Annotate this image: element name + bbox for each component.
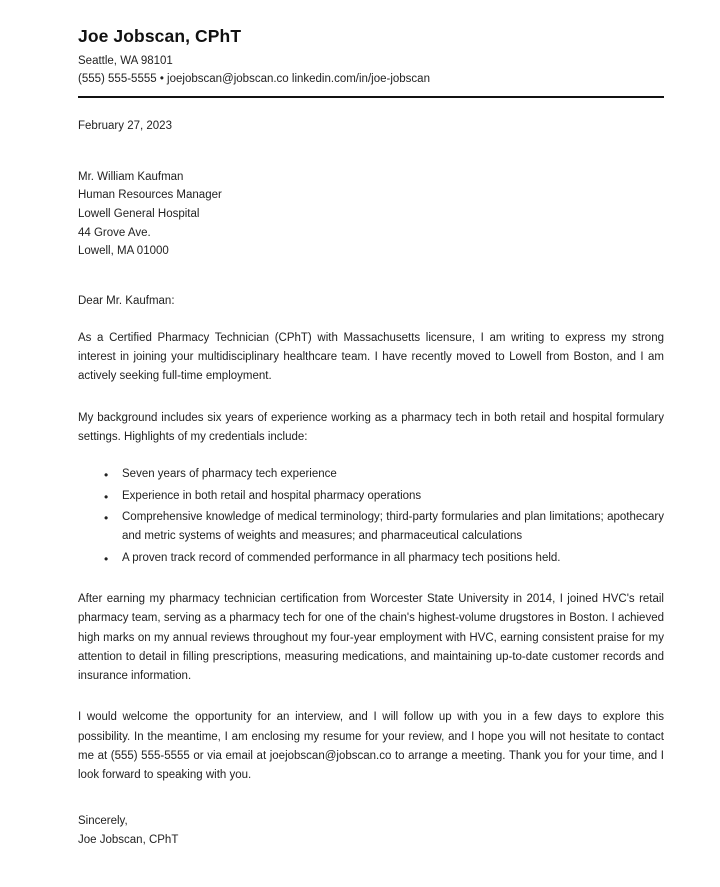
list-item: • Comprehensive knowledge of medical terminology; third-party formularies and plan limitations; apothecary and metric systems of weights and measures; and pharmaceutical calculations: [122, 508, 664, 547]
salutation: Dear Mr. Kaufman:: [78, 294, 175, 307]
body-paragraph-2: My background includes six years of experience working as a pharmacy tech in both retail and hospital formulary settings. Highlights of my credentials include:: [78, 411, 664, 443]
list-item: • A proven track record of commended performance in all pharmacy tech positions held.: [122, 549, 664, 568]
sender-contact: (555) 555-5555 • joejobscan@jobscan.co linkedin.com/in/joe-jobscan: [78, 72, 430, 85]
body-paragraph-1: As a Certified Pharmacy Technician (CPhT) with Massachusetts licensure, I am writing to express my strong interest in joining your multidisciplinary healthcare team. I have recently moved to Lowell from Boston, and I am actively seeking full-time employment.: [78, 331, 664, 383]
recipient-city-state-zip: Lowell, MA 01000: [78, 245, 169, 258]
body-paragraph-3: After earning my pharmacy technician certification from Worcester State University in 2014, I joined HVC's retail pharmacy team, serving as a pharmacy tech for one of the chain's highest-volume drugstores in Boston. I achieved high marks on my annual reviews throughout my four-year employment with HVC, earning consistent praise for my attention to detail in filling prescriptions, measuring medications, and maintaining up-to-date customer records and insurance information.: [78, 592, 664, 683]
header-divider: [78, 96, 664, 98]
recipient-organization: Lowell General Hospital: [78, 207, 200, 220]
recipient-block: [78, 168, 664, 261]
credentials-list: [78, 465, 664, 568]
list-item: • Experience in both retail and hospital pharmacy operations: [122, 487, 664, 506]
body-paragraph-4: I would welcome the opportunity for an interview, and I will follow up with you in a few days to explore this possibility. In the meantime, I am enclosing my resume for your review, and I hope you will not hesitate to contact me at (555) 555-5555 or via email at joejobscan@jobscan.co to arrange a meeting. Thank you for your time, and I look forward to speaking with you.: [78, 711, 664, 782]
recipient-title: Human Resources Manager: [78, 189, 222, 202]
sender-location: Seattle, WA 98101: [78, 55, 173, 67]
letterhead: [78, 26, 664, 98]
sign-off: Sincerely,: [78, 814, 128, 827]
list-item: • Seven years of pharmacy tech experience: [122, 465, 664, 484]
sender-name: Joe Jobscan, CPhT: [78, 26, 242, 46]
recipient-street: 44 Grove Ave.: [78, 226, 151, 239]
signature-name: Joe Jobscan, CPhT: [78, 834, 179, 847]
letter-date: February 27, 2023: [78, 119, 172, 132]
recipient-name: Mr. William Kaufman: [78, 170, 184, 183]
closing-block: [78, 812, 664, 851]
